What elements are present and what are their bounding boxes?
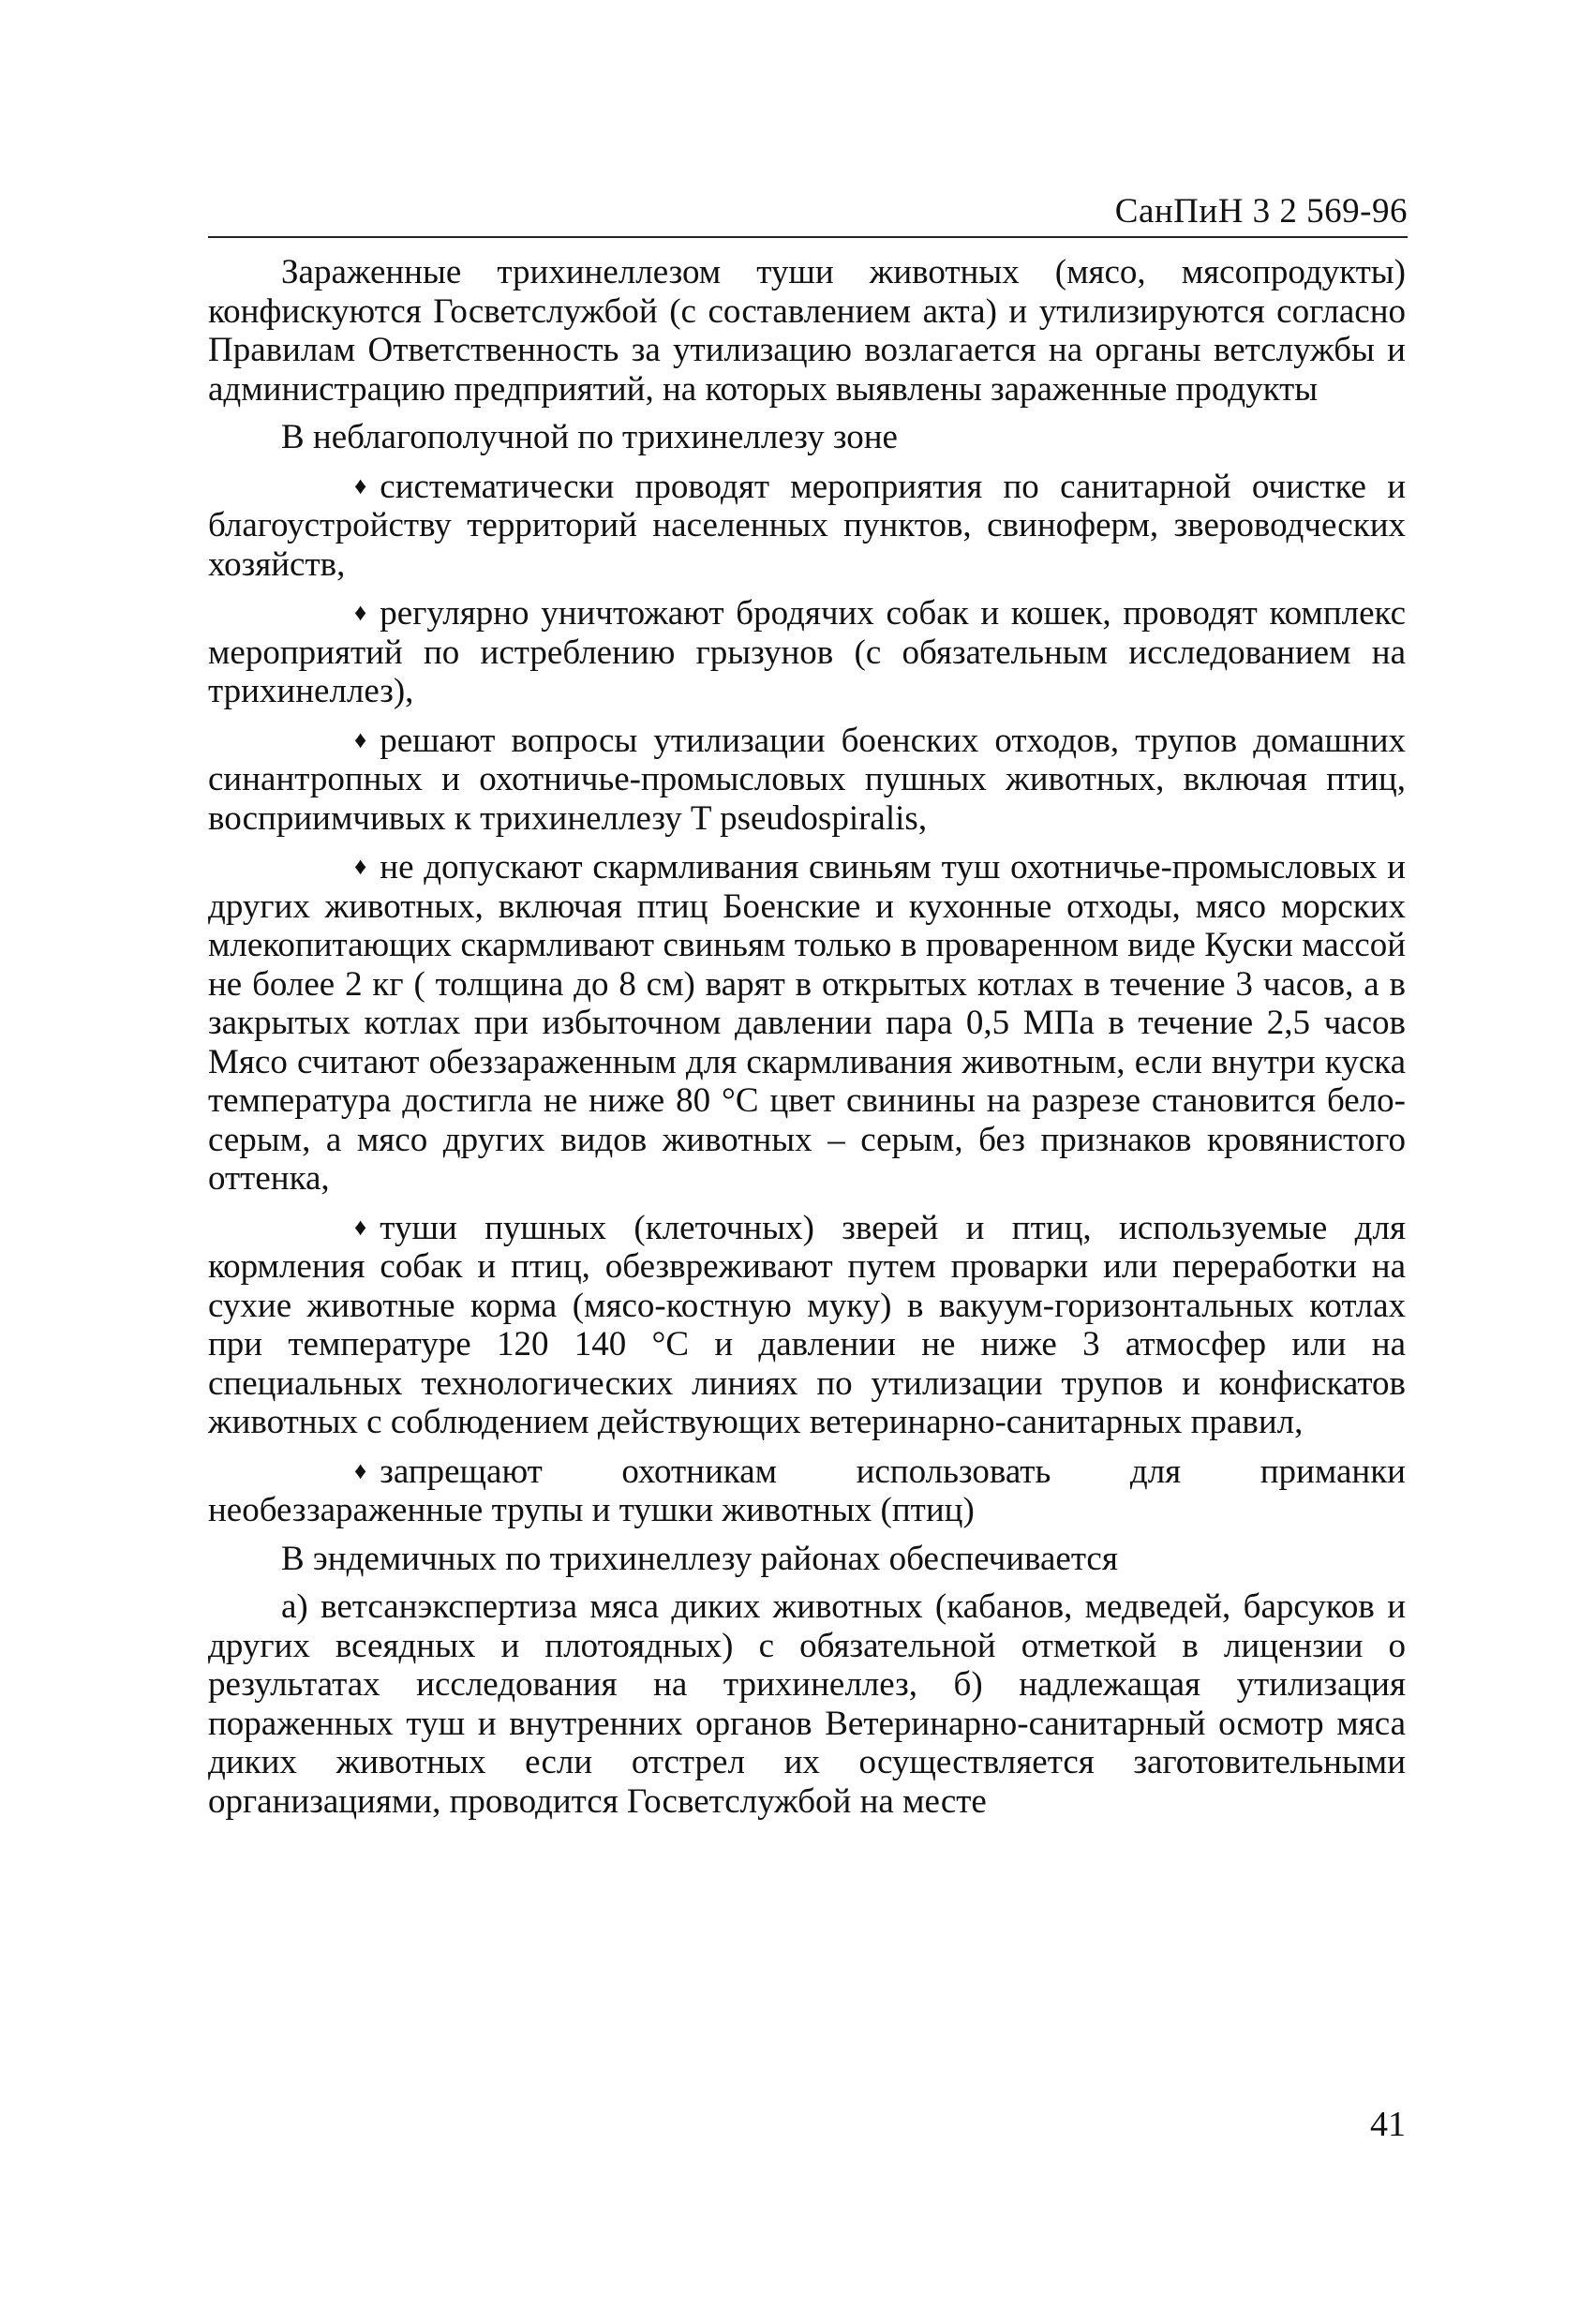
bullet-diamond-icon: ♦: [354, 725, 367, 753]
zone-heading: В неблагополучной по трихинеллезу зоне: [281, 418, 898, 456]
bullet-item: [208, 467, 1406, 585]
bullet-text: не допускают скармливания свиньям туш охотничье-промысловых и других животных, включая птиц Боенские и кухонные отходы, мясо морских млекопитающих скармливают свиньям только в проваренном виде Куски массой не более 2 кг ( толщина до 8 см) варят в открытых котлах в течение 3 часов, а в закрытых котлах при избыточном давлении пара 0,5 МПа в течение 2,5 часов Мясо считают обеззараженным для скармливания животным, если внутри куска температура достигла не ниже 80 °С цвет свинины на разрезе становится бело-серым, а мясо других видов животных – серым, без признаков кровянистого оттенка,: [208, 848, 1406, 1198]
header-rule: [208, 236, 1408, 238]
bullet-item: [208, 721, 1406, 839]
bullet-diamond-icon: ♦: [354, 1213, 367, 1241]
page-number: 41: [1370, 2105, 1406, 2144]
bullet-item: [208, 1208, 1406, 1442]
bullet-diamond-icon: ♦: [354, 853, 367, 880]
bullet-diamond-icon: ♦: [354, 471, 367, 499]
body-text: [208, 253, 1406, 1821]
bullet-text: решают вопросы утилизации боенских отходов, трупов домашних синантропных и охотничье-промысловых пушных животных, включая птиц, восприимчивых к трихинеллезу T pseudospiralis,: [208, 721, 1406, 838]
bullet-diamond-icon: ♦: [354, 599, 367, 626]
bullet-item: [208, 847, 1406, 1199]
running-header: СанПиН 3 2 569-96: [1114, 192, 1408, 231]
intro-paragraph: Зараженные трихинеллезом туши животных (мясо, мясопродукты) конфискуются Госветслужбой (с составлением акта) и утилизируются согласно Правилам Ответственность за утилизацию возлагается на органы ветслужбы и администрацию предприятий, на которых выявлены зараженные продукты: [208, 253, 1406, 409]
endemic-heading: В эндемичных по трихинеллезу районах обеспечивается: [281, 1539, 1118, 1578]
bullet-item: [208, 1452, 1406, 1530]
bullet-diamond-icon: ♦: [354, 1456, 367, 1484]
bullet-text: систематически проводят мероприятия по санитарной очистке и благоустройству территорий населенных пунктов, свиноферм, звероводческих хозяйств,: [208, 467, 1406, 584]
bullet-item: [208, 593, 1406, 711]
bullet-text: туши пушных (клеточных) зверей и птиц, используемые для кормления собак и птиц, обезвреживают путем проварки или переработки на сухие животные корма (мясо-костную муку) в вакуум-горизонтальных котлах при температуре 120 140 °С и давлении не ниже 3 атмосфер или на специальных технологических линиях по утилизации трупов и конфискатов животных с соблюдением действующих ветеринарно-санитарных правил,: [208, 1208, 1406, 1441]
bullet-text: запрещают охотникам использовать для приманки необеззараженные трупы и тушки животных (птиц): [208, 1452, 1406, 1529]
endemic-paragraph: а) ветсанэкспертиза мяса диких животных (кабанов, медведей, барсуков и других всеядных и плотоядных) с обязательной отметкой в лицензии о результатах исследования на трихинеллез, б) надлежащая утилизация пораженных туш и внутренних органов Ветеринарно-санитарный осмотр мяса диких животных если отстрел их осуществляется заготовительными организациями, проводится Госветслужбой на месте: [208, 1587, 1406, 1821]
bullet-text: регулярно уничтожают бродячих собак и кошек, проводят комплекс мероприятий по истреблению грызунов (с обязательным исследованием на трихинеллез),: [208, 594, 1406, 710]
